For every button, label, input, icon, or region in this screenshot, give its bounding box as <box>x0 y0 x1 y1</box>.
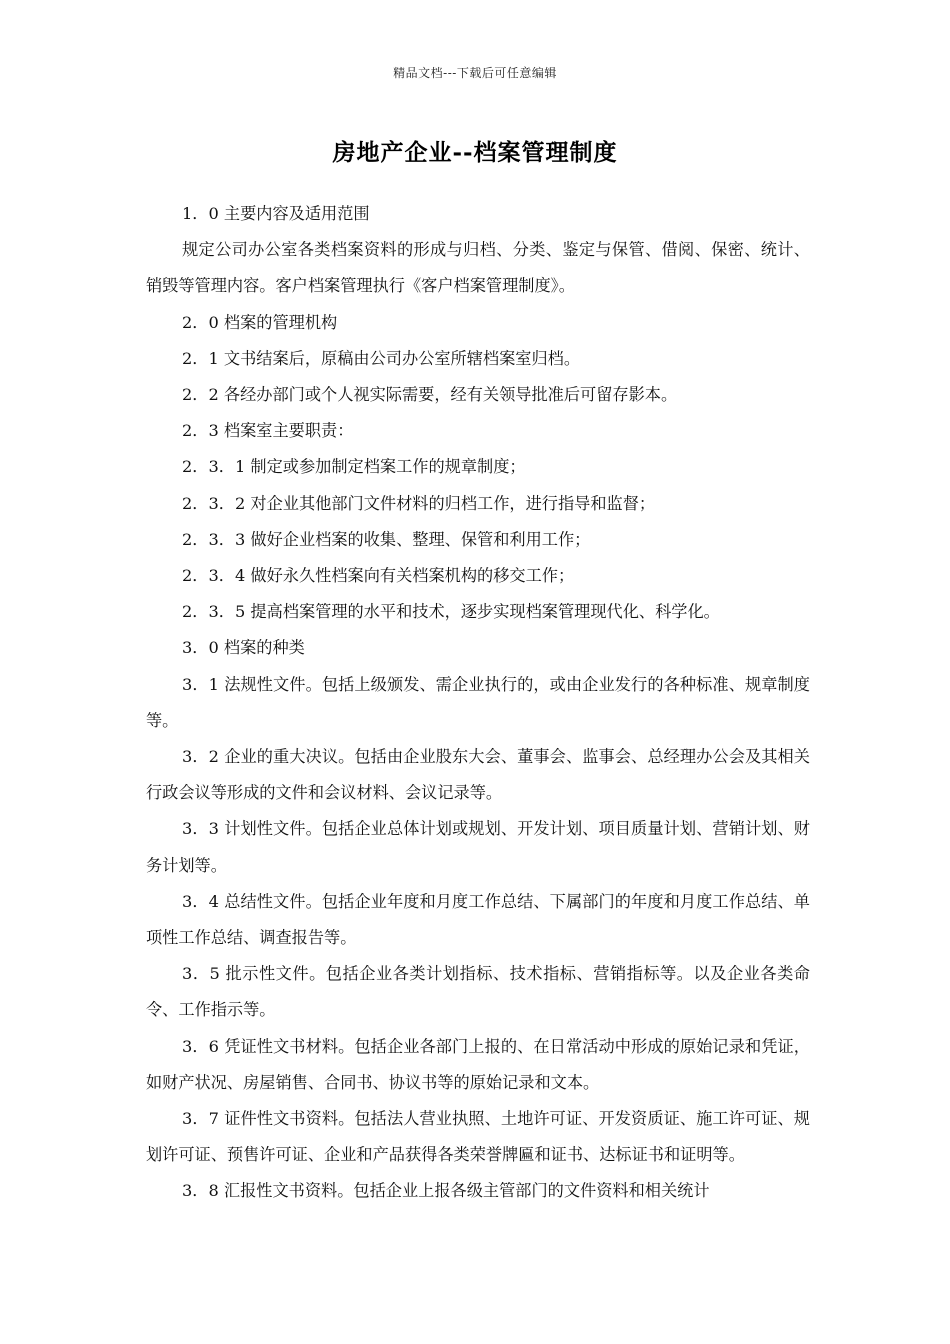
clause-3-2: 3．2 企业的重大决议。包括由企业股东大会、董事会、监事会、总经理办公会及其相关行政会议等形成的文件和会议材料、会议记录等。 <box>146 747 810 803</box>
document-body <box>146 196 810 1210</box>
clause-2-3-5: 2．3．5 提高档案管理的水平和技术，逐步实现档案管理现代化、科学化。 <box>182 602 720 622</box>
clause-3-5: 3．5 批示性文件。包括企业各类计划指标、技术指标、营销指标等。以及企业各类命令、工作指示等。 <box>146 964 810 1020</box>
document-title: 房地产企业--档案管理制度 <box>332 139 618 166</box>
clause-2-3: 2．3 档案室主要职责： <box>182 421 354 441</box>
clause-2-1: 2．1 文书结案后，原稿由公司办公室所辖档案室归档。 <box>182 348 581 368</box>
section-heading-3-0: 3．0 档案的种类 <box>182 638 305 658</box>
page-header: 精品文档---下载后可任意编辑 <box>393 66 557 80</box>
section-heading-2-0: 2．0 档案的管理机构 <box>182 312 338 332</box>
paragraph-scope: 规定公司办公室各类档案资料的形成与归档、分类、鉴定与保管、借阅、保密、统计、销毁等管理内容。客户档案管理执行《客户档案管理制度》。 <box>146 240 810 296</box>
clause-3-7: 3．7 证件性文书资料。包括法人营业执照、土地许可证、开发资质证、施工许可证、规划许可证、预售许可证、企业和产品获得各类荣誉牌匾和证书、达标证书和证明等。 <box>146 1109 810 1165</box>
clause-2-3-1: 2．3．1 制定或参加制定档案工作的规章制度； <box>182 457 526 477</box>
clause-2-3-3: 2．3．3 做好企业档案的收集、整理、保管和利用工作； <box>182 529 591 549</box>
clause-3-1: 3．1 法规性文件。包括上级颁发、需企业执行的，或由企业发行的各种标准、规章制度等。 <box>146 674 810 730</box>
clause-2-3-2: 2．3．2 对企业其他部门文件材料的归档工作，进行指导和监督； <box>182 493 656 513</box>
clause-3-6: 3．6 凭证性文书材料。包括企业各部门上报的、在日常活动中形成的原始记录和凭证，如财产状况、房屋销售、合同书、协议书等的原始记录和文本。 <box>146 1036 810 1092</box>
clause-3-3: 3．3 计划性文件。包括企业总体计划或规划、开发计划、项目质量计划、营销计划、财务计划等。 <box>146 819 810 875</box>
clause-2-3-4: 2．3．4 做好永久性档案向有关档案机构的移交工作； <box>182 566 575 586</box>
clause-2-2: 2．2 各经办部门或个人视实际需要，经有关领导批准后可留存影本。 <box>182 385 678 405</box>
section-heading-1-0: 1．0 主要内容及适用范围 <box>182 204 370 223</box>
clause-3-8: 3．8 汇报性文书资料。包括企业上报各级主管部门的文件资料和相关统计 <box>182 1181 710 1201</box>
clause-3-4: 3．4 总结性文件。包括企业年度和月度工作总结、下属部门的年度和月度工作总结、单项性工作总结、调查报告等。 <box>146 891 810 948</box>
